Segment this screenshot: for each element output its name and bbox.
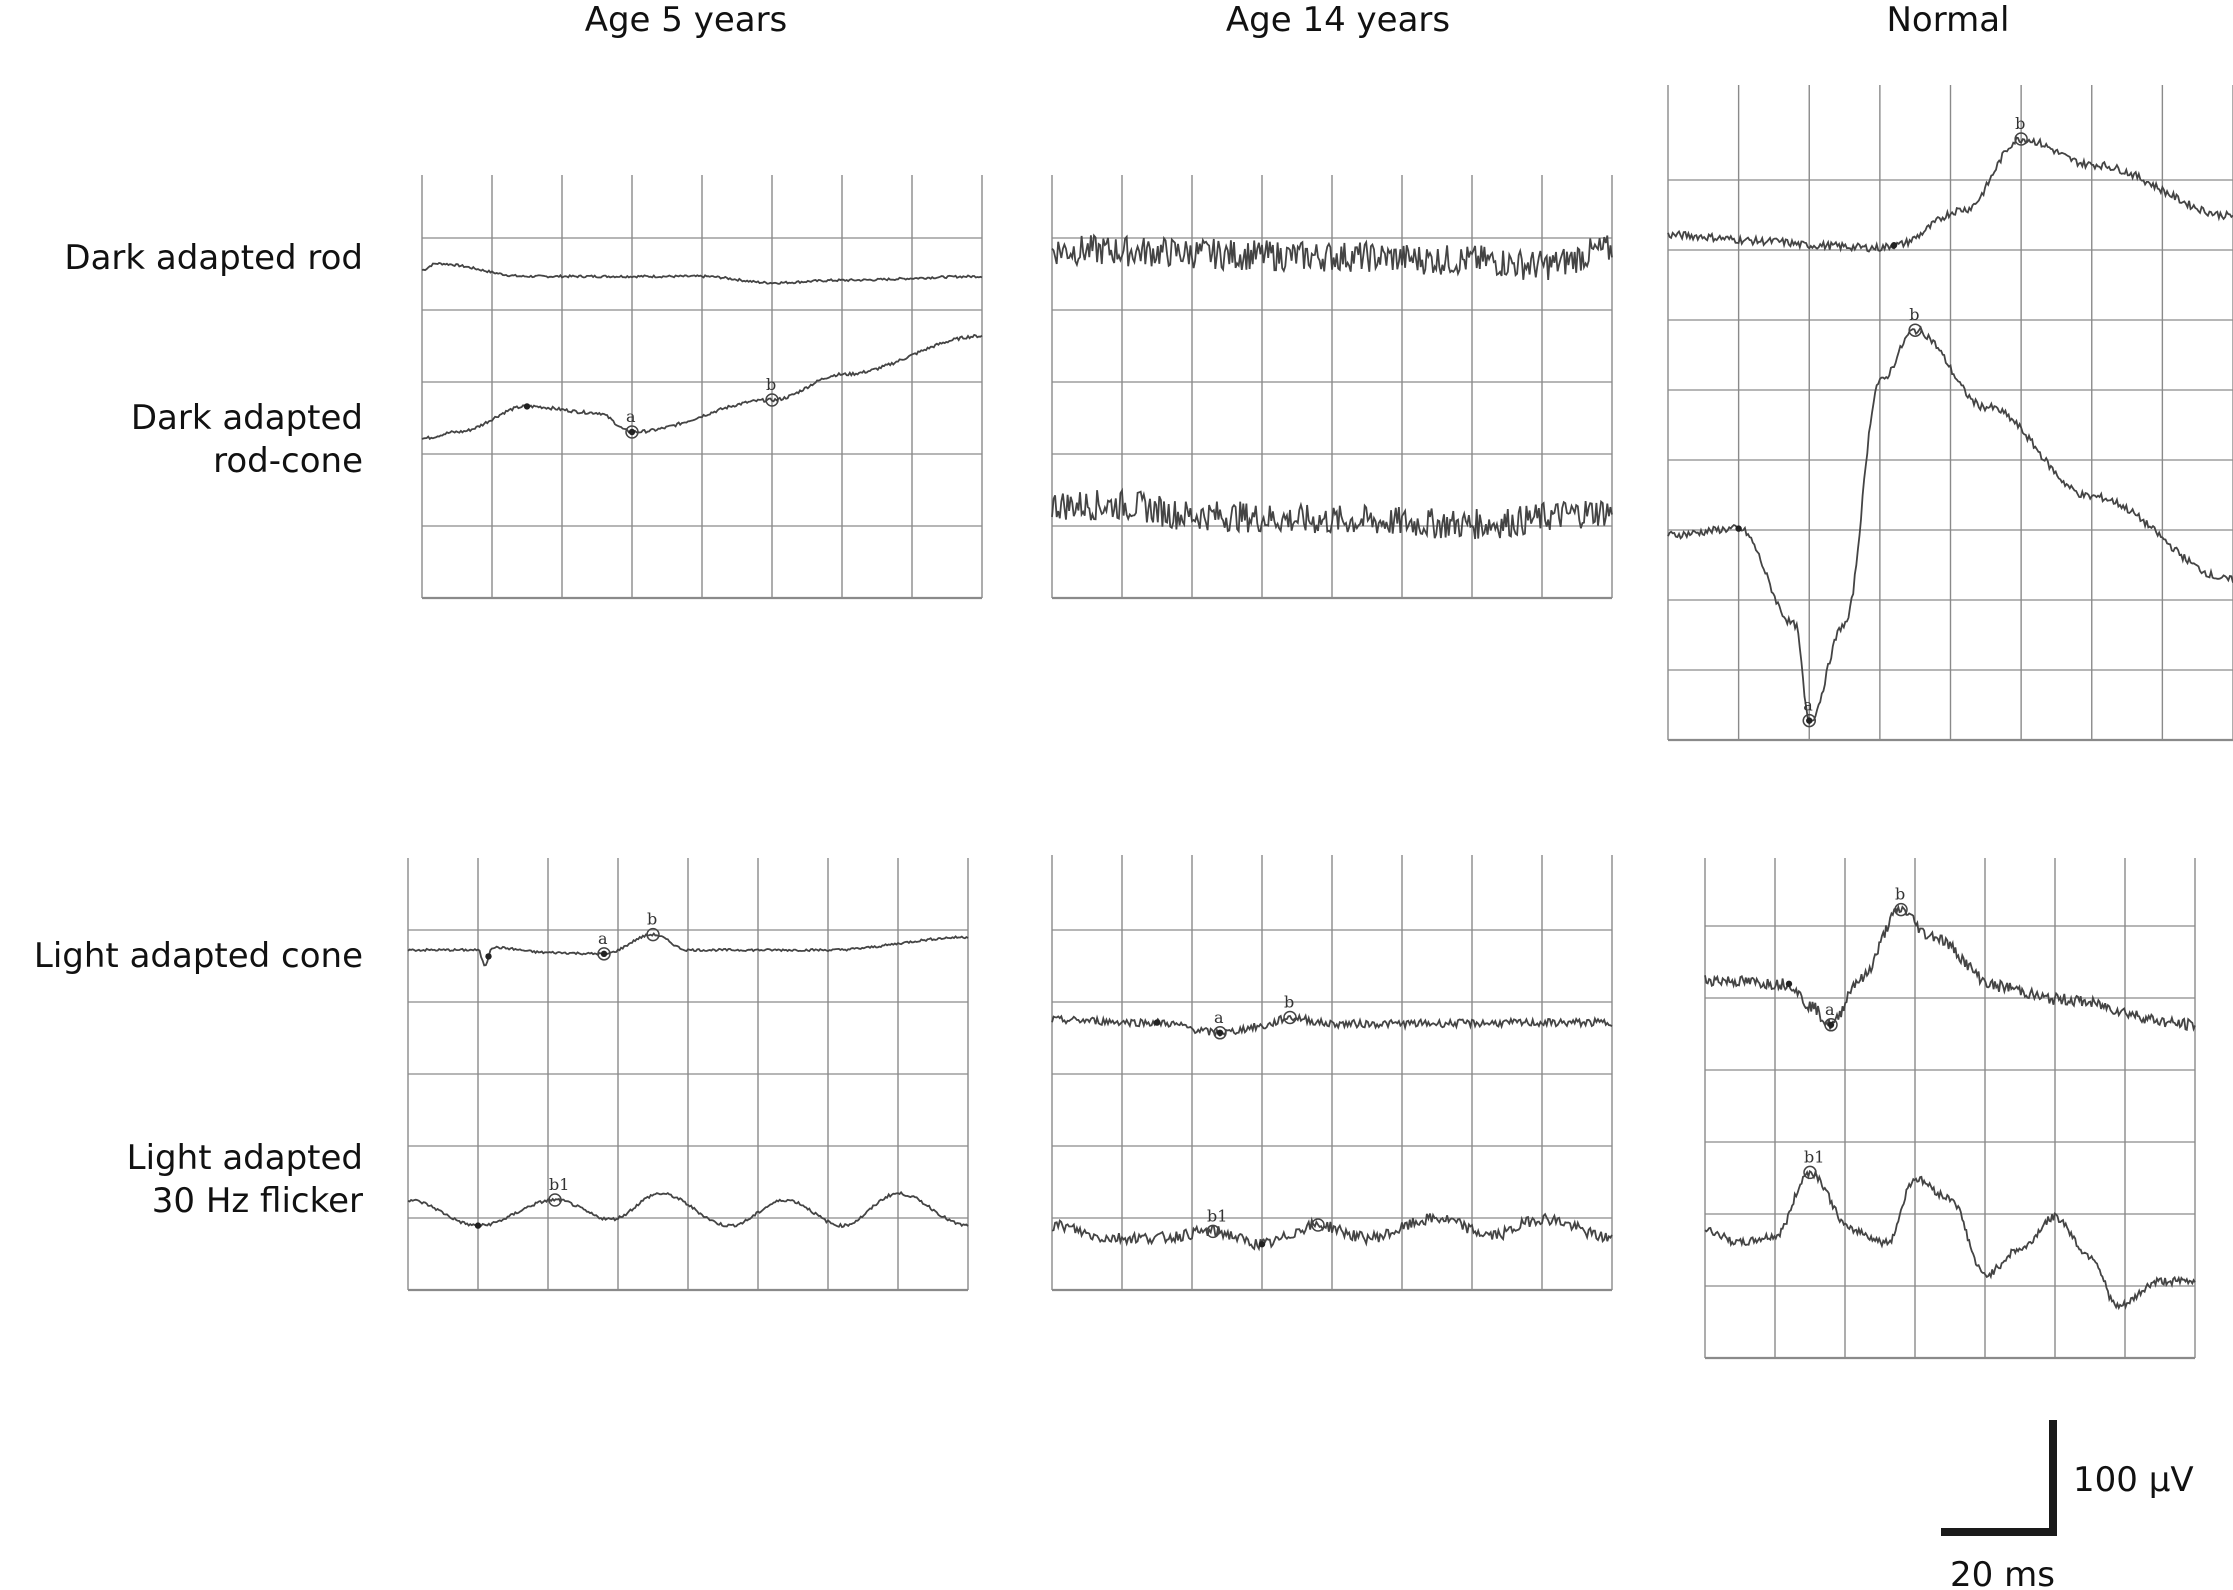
column-header-normal: Normal bbox=[1886, 0, 2010, 40]
erg-trace-line bbox=[1705, 1171, 2195, 1308]
scale-time-label: 20 ms bbox=[1950, 1555, 2055, 1590]
stimulus-marker-dot bbox=[1259, 1241, 1265, 1247]
scale-amplitude-label: 100 µV bbox=[2073, 1460, 2194, 1500]
stimulus-marker-dot bbox=[601, 951, 607, 957]
stimulus-marker-dot bbox=[1154, 1019, 1160, 1025]
peak-label: b1 bbox=[549, 1175, 570, 1194]
peak-label: b bbox=[1895, 884, 1906, 904]
row-label-line: 30 Hz flicker bbox=[151, 1181, 363, 1221]
row-label-line: Dark adapted rod bbox=[64, 238, 363, 278]
peak-label: a bbox=[626, 407, 636, 426]
peak-label: b bbox=[1284, 992, 1295, 1012]
column-header-age-14: Age 14 years bbox=[1225, 0, 1451, 40]
peak-label: a bbox=[1825, 999, 1835, 1019]
row-label-line: Light adapted bbox=[126, 1138, 363, 1178]
row-label-line: rod-cone bbox=[213, 441, 363, 481]
stimulus-marker-dot bbox=[1891, 242, 1897, 248]
stimulus-marker-dot bbox=[629, 429, 635, 435]
peak-label: a bbox=[598, 928, 608, 948]
peak-label: b1 bbox=[1207, 1206, 1228, 1226]
stimulus-marker-dot bbox=[1828, 1022, 1834, 1028]
column-header-age-5: Age 5 years bbox=[584, 0, 788, 40]
peak-label: a bbox=[1214, 1007, 1224, 1027]
stimulus-marker-dot bbox=[475, 1222, 481, 1228]
scale-bar bbox=[1941, 1420, 2053, 1532]
peak-label: a bbox=[1803, 695, 1813, 715]
stimulus-marker-dot bbox=[1735, 525, 1741, 531]
row-label-line: Dark adapted bbox=[130, 398, 363, 438]
stimulus-marker-dot bbox=[1217, 1030, 1223, 1036]
peak-label: b bbox=[2015, 114, 2026, 133]
row-label-line: Light adapted cone bbox=[33, 936, 363, 976]
stimulus-marker-dot bbox=[485, 953, 491, 959]
stimulus-marker-dot bbox=[1786, 981, 1792, 987]
stimulus-marker-dot bbox=[524, 403, 530, 409]
peak-label: b1 bbox=[1804, 1147, 1825, 1167]
peak-label: b bbox=[766, 375, 777, 394]
peak-label: b bbox=[647, 909, 658, 929]
peak-label: b bbox=[1909, 305, 1920, 325]
stimulus-marker-dot bbox=[1806, 717, 1812, 723]
erg-trace-line bbox=[1705, 907, 2195, 1030]
